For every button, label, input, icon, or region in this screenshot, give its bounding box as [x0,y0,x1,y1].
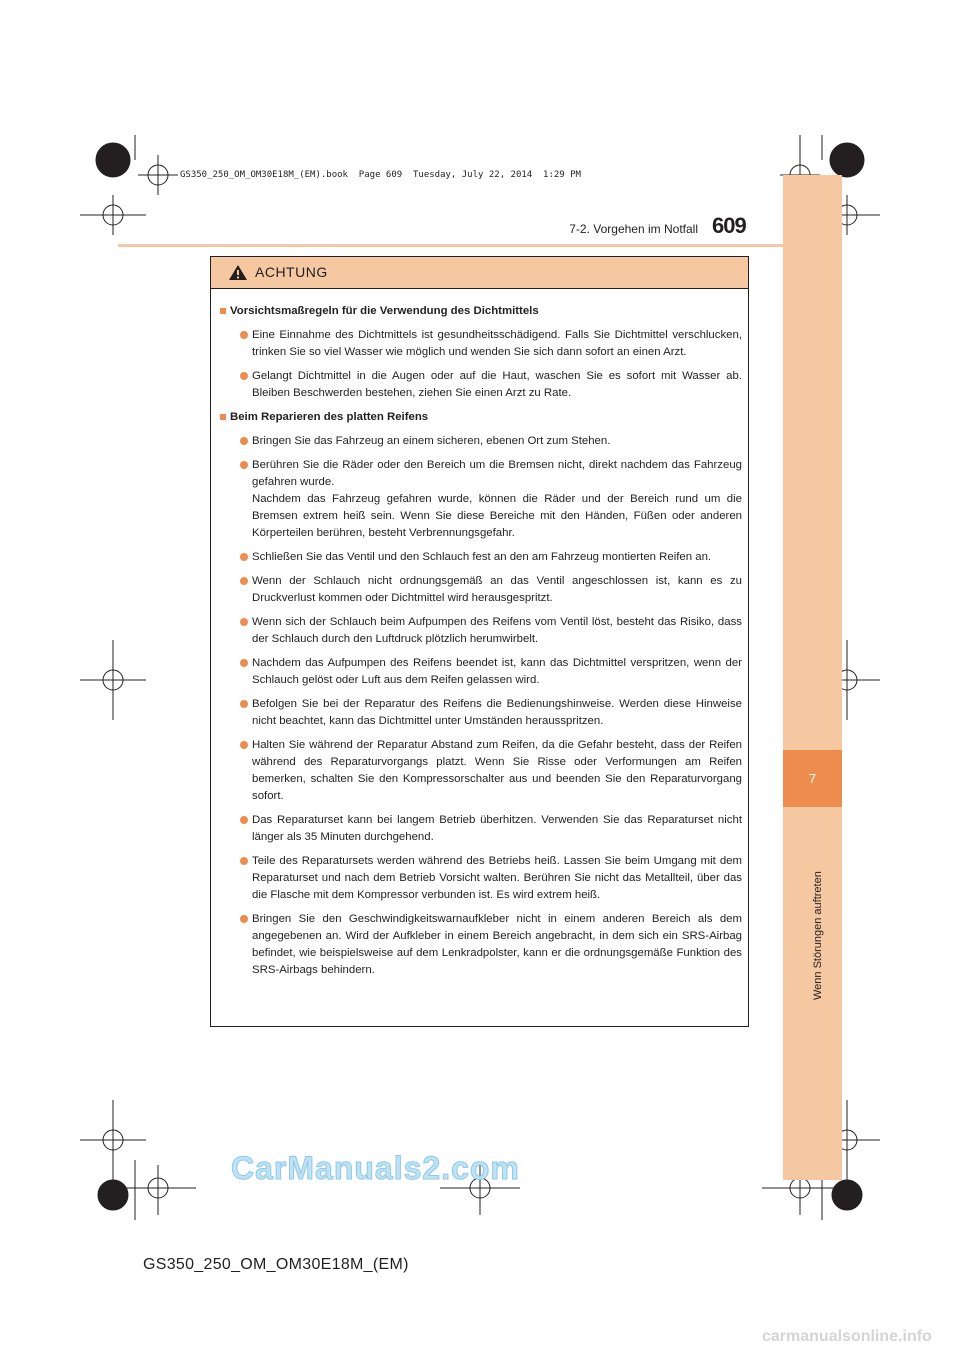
bullet-dot-icon [240,816,248,824]
warning-bullet [220,368,742,402]
warning-bullet [220,614,742,648]
warning-box [210,256,749,1027]
bullet-text: Das Reparaturset kann bei langem Betrieb überhitzen. Verwenden Sie das Reparaturset nicht länger als 35 Minuten durchgehend. [252,814,742,843]
bullet-text: Nachdem das Fahrzeug gefahren wurde, können die Räder und der Bereich rund um die Bremsen extrem heiß sein. Wenn Sie diese Bereiche mit den Händen, Füßen oder anderen Körperteilen berühren, besteht Verbrennungsgefahr. [252,493,742,539]
warning-group [220,409,742,979]
warning-title: ACHTUNG [255,264,328,280]
bullet-text: Schließen Sie das Ventil und den Schlauch fest an den am Fahrzeug montierten Reifen an. [252,551,712,563]
warning-body [211,289,748,979]
warning-bullet [220,853,742,904]
bullet-text: Befolgen Sie bei der Reparatur des Reifens die Bedienungshinweise. Werden diese Hinweise nicht beachtet, kann das Dichtmittel unter Umständen herausspritzen. [252,698,742,727]
warning-group [220,303,742,402]
warning-bullet [220,911,742,979]
bullet-dot-icon [240,437,248,445]
book-stamp: GS350_250_OM_OM30E18M_(EM).book Page 609 Tuesday, July 22, 2014 1:29 PM [180,170,581,180]
bullet-dot-icon [240,553,248,561]
bullet-text: Wenn der Schlauch nicht ordnungsgemäß an das Ventil angeschlossen ist, kann es zu Druckverlust kommen oder Dichtmittel wird herausgespritzt. [252,575,742,604]
warning-bullet [220,812,742,846]
bullet-text: Bringen Sie das Fahrzeug an einem sicheren, ebenen Ort zum Stehen. [252,435,611,447]
warning-bullet [220,655,742,689]
header-rule [118,244,783,247]
bullet-text: Bringen Sie den Geschwindigkeitswarnaufkleber nicht in einem anderen Bereich als dem angegebenen an. Wird der Aufkleber in einem Bereich angebracht, in dem sich ein SRS-Airbag befindet, wie beispielsweise auf dem Lenkradpolster, kann er die ordnungsgemäße Funktion des SRS-Airbags behindern. [252,913,742,976]
bullet-text: Wenn sich der Schlauch beim Aufpumpen des Reifens vom Ventil löst, besteht das Risiko, dass der Schlauch durch den Luftdruck plötzlich herumwirbelt. [252,616,742,645]
bullet-dot-icon [240,331,248,339]
bullet-text: Teile des Reparatursets werden während des Betriebs heiß. Lassen Sie beim Umgang mit dem Reparaturset und nach dem Betrieb Vorsicht walten. Berühren Sie nicht das Metallteil, über das die Flasche mit dem Kompressor verbunden ist. Es wird extrem heiß. [252,855,742,901]
watermark-center: CarManuals2.com [231,1150,520,1186]
chapter-tab-number: 7 [783,750,842,807]
warning-bullet [220,549,742,566]
warning-bullet [220,457,742,542]
page-number: 609 [712,213,746,238]
bullet-text: Nachdem das Aufpumpen des Reifens beendet ist, kann das Dichtmittel verspritzen, wenn der Schlauch gelöst oder Luft aus dem Reifen gelassen wird. [252,657,742,686]
warning-bullet [220,573,742,607]
bullet-dot-icon [240,915,248,923]
bullet-dot-icon [240,857,248,865]
chapter-side-strip [783,175,842,1180]
bullet-dot-icon [240,618,248,626]
warning-subheading: Vorsichtsmaßregeln für die Verwendung des Dichtmittels [220,303,742,320]
footer-code: GS350_250_OM_OM30E18M_(EM) [143,1256,409,1273]
warning-bullet [220,433,742,450]
bullet-dot-icon [240,577,248,585]
bullet-dot-icon [240,372,248,380]
bullet-dot-icon [240,461,248,469]
warning-triangle-icon [228,264,248,281]
watermark-corner: carmanualsonline.info [762,1328,932,1345]
warning-header [211,257,748,289]
section-title: 7-2. Vorgehen im Notfall [569,222,698,236]
bullet-dot-icon [240,700,248,708]
warning-bullet [220,327,742,361]
bullet-dot-icon [240,659,248,667]
warning-bullet [220,737,742,805]
bullet-text: Eine Einnahme des Dichtmittels ist gesundheitsschädigend. Falls Sie Dichtmittel verschlucken, trinken Sie so viel Wasser wie möglich und wenden Sie sich dann sofort an einen Arzt. [252,329,742,358]
bullet-text: Halten Sie während der Reparatur Abstand zum Reifen, da die Gefahr besteht, dass der Reifen während des Reparaturvorgangs platzt. Wenn Sie Risse oder Verformungen am Reifen bemerken, schalten Sie den Kompressorschalter aus und beenden Sie den Reparaturvorgang sofort. [252,739,742,802]
warning-subheading: Beim Reparieren des platten Reifens [220,409,742,426]
bullet-text: Berühren Sie die Räder oder den Bereich um die Bremsen nicht, direkt nachdem das Fahrzeug gefahren wurde. [252,459,742,488]
bullet-text: Gelangt Dichtmittel in die Augen oder auf die Haut, waschen Sie es sofort mit Wasser ab. Bleiben Beschwerden bestehen, ziehen Sie einen Arzt zu Rate. [252,370,742,399]
warning-bullet [220,696,742,730]
chapter-tab-label: Wenn Störungen auftreten [812,871,824,1000]
bullet-dot-icon [240,741,248,749]
